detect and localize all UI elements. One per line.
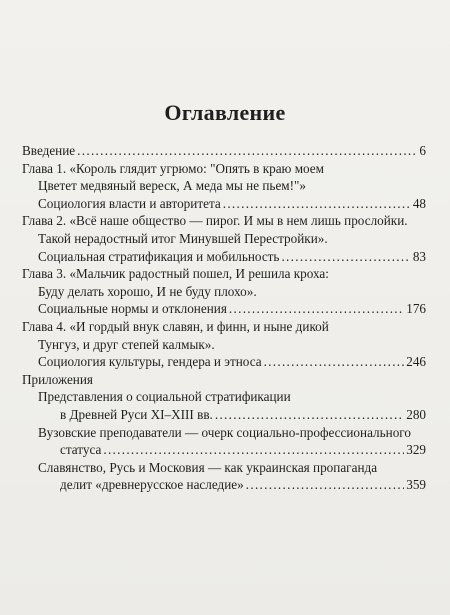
toc-entry-chapter-3 [22, 300, 426, 318]
dot-leader [229, 300, 404, 318]
toc-entry-intro [22, 142, 426, 160]
chapter-3-title-line-2: Буду делать хорошо, И не буду плохо». [38, 283, 257, 299]
appendix-1-line-1: Представления о социальной стратификации [38, 389, 291, 405]
page-number: 329 [406, 442, 426, 458]
page-number: 246 [406, 354, 426, 370]
toc-entry-chapter-4 [22, 353, 426, 371]
chapter-4-title-line-1: Глава 4. «И гордый внук славян, и финн, и ныне дикой [22, 318, 329, 334]
page-number: 83 [412, 248, 426, 264]
toc-entry-appendix-1 [22, 406, 426, 424]
entry-label: Социальная стратификация и мобильность [38, 248, 280, 264]
toc-entry-appendix-2 [22, 441, 426, 459]
chapter-2-title-line-1: Глава 2. «Всё наше общество — пирог. И мы в нем лишь прослойки. [22, 213, 408, 229]
page-number: 6 [419, 143, 426, 158]
toc-entry-chapter-2 [22, 248, 426, 266]
appendices-heading: Приложения [22, 371, 93, 387]
page-title: Оглавление [164, 100, 286, 125]
chapter-1-title-line-1: Глава 1. «Король глядит угрюмо: "Опять в краю моем [22, 160, 325, 176]
toc-entry-appendix-3 [22, 476, 426, 494]
table-of-contents [22, 142, 426, 494]
entry-label: делит «древнерусское наследие» [60, 477, 244, 493]
chapter-4-title-line-2: Тунгуз, и друг степей калмык». [38, 336, 215, 352]
page-number: 280 [406, 406, 426, 422]
dot-leader [246, 476, 404, 494]
dot-leader [215, 406, 404, 424]
page-number: 359 [406, 477, 426, 493]
appendix-3-line-1: Славянство, Русь и Московия — как украинская пропаганда [38, 459, 378, 475]
toc-entry-chapter-1 [22, 195, 426, 213]
page-number: 176 [406, 301, 426, 317]
dot-leader [264, 353, 405, 371]
appendix-2-line-1: Вузовские преподаватели — очерк социально-профессионального [38, 424, 411, 440]
dot-leader [77, 142, 417, 160]
page-number: 48 [412, 195, 426, 211]
chapter-3-title-line-1: Глава 3. «Мальчик радостный пошел, И решила кроха: [22, 266, 329, 282]
entry-label: Введение [22, 143, 76, 158]
dot-leader [223, 195, 411, 213]
entry-label: Социология власти и авторитета [38, 195, 221, 211]
dot-leader [103, 441, 404, 459]
chapter-2-title-line-2: Такой нерадостный итог Минувшей Перестройки». [38, 230, 328, 246]
entry-label: Социальные нормы и отклонения [38, 301, 227, 317]
entry-label: в Древней Руси XI–XIII вв. [60, 406, 213, 422]
entry-label: статуса [60, 442, 102, 458]
dot-leader [281, 248, 410, 266]
entry-label: Социология культуры, гендера и этноса [38, 354, 262, 370]
chapter-1-title-line-2: Цветет медвяный вереск, А меда мы не пьем!"» [38, 178, 307, 194]
